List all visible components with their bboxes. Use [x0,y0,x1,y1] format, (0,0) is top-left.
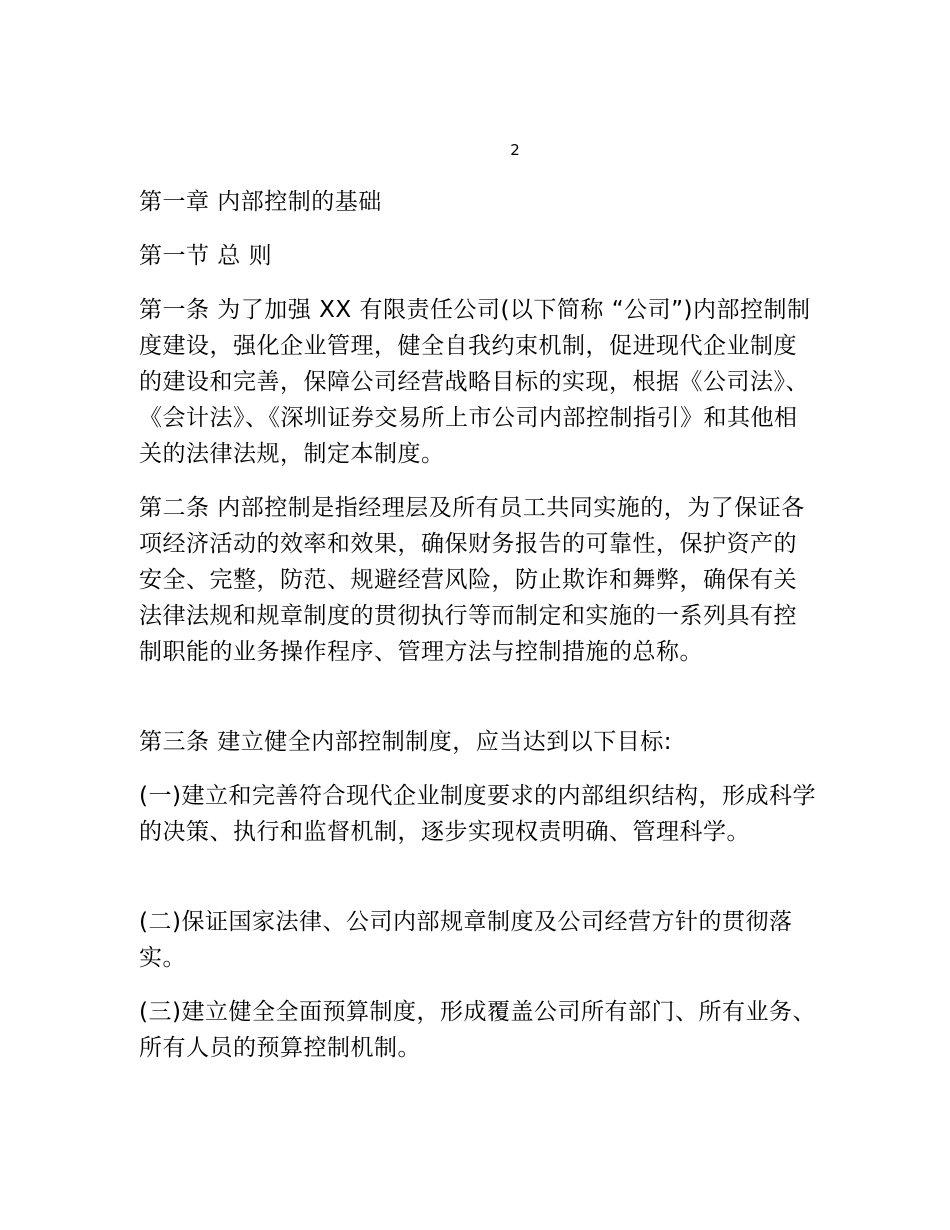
chapter-title: 第一章 内部控制的基础 [139,189,382,215]
document-body [139,184,819,1084]
objective-1: (一)建立和完善符合现代企业制度要求的内部组织结构，形成科学的决策、执行和监督机制，逐步实现权责明确、管理科学。 [139,783,816,845]
article-1: 第一条 为了加强 XX 有限责任公司(以下简称 “公司”)内部控制制度建设，强化企业管理，健全自我约束机制，促进现代企业制度的建设和完善，保障公司经营战略目标的实现，根据《公司法》、《会计法》、《深圳证券交易所上市公司内部控制指引》和其他相关的法律法规，制定本制度。 [139,297,811,467]
objective-2: (二)保证国家法律、公司内部规章制度及公司经营方针的贯彻落实。 [139,909,793,971]
objective-3: (三)建立健全全面预算制度，形成覆盖公司所有部门、所有业务、所有人员的预算控制机制。 [139,999,816,1061]
section-title: 第一节 总 则 [139,243,273,269]
article-2: 第二条 内部控制是指经理层及所有员工共同实施的，为了保证各项经济活动的效率和效果，确保财务报告的可靠性，保护资产的安全、完整，防范、规避经营风险，防止欺诈和舞弊，确保有关法律法规和规章制度的贯彻执行等而制定和实施的一系列具有控制职能的业务操作程序、管理方法与控制措施的总称。 [139,495,805,665]
page-number: 2 [510,141,520,159]
article-3: 第三条 建立健全内部控制制度，应当达到以下目标: [139,729,673,755]
